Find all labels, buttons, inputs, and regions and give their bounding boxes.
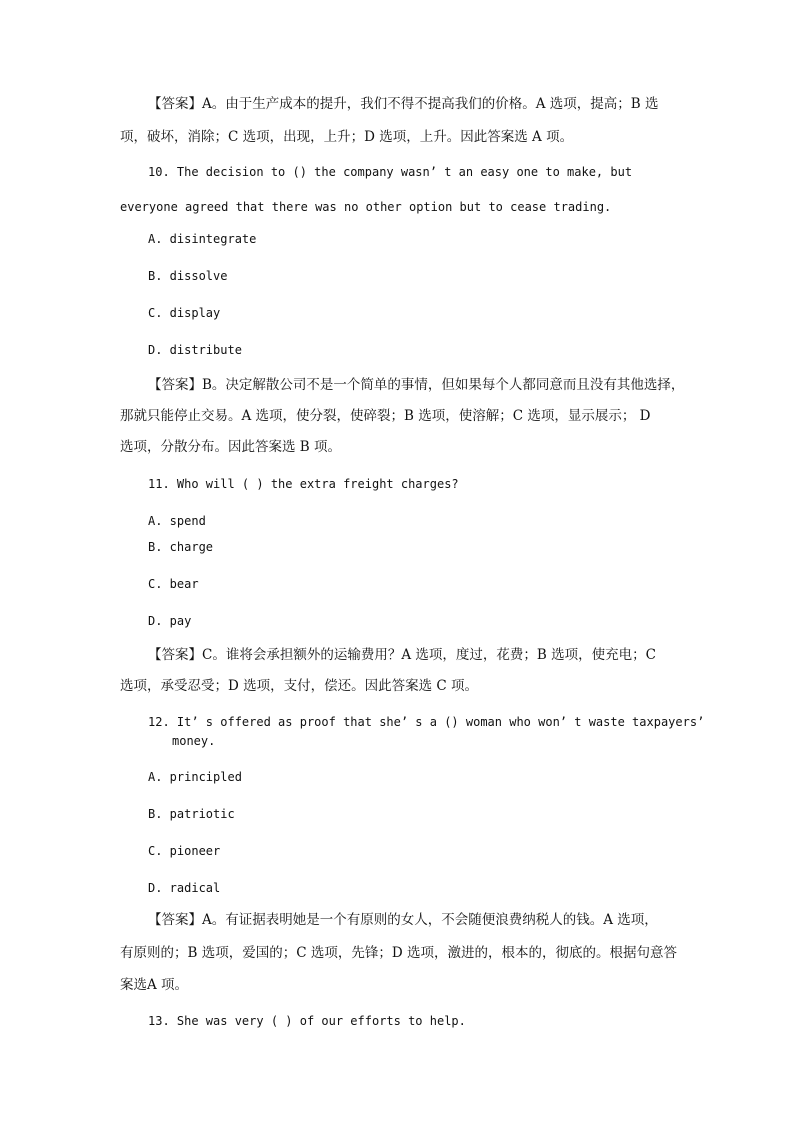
- question-12-line-2: money.: [172, 734, 216, 748]
- answer-10-line-3: 选项，分散分布。因此答案选 B 项。: [120, 439, 342, 455]
- answer-11-line-1: 【答案】C。谁将会承担额外的运输费用？A 选项，度过，花费；B 选项，使充电；C: [148, 647, 656, 663]
- q11-option-b: B. charge: [148, 540, 214, 554]
- q12-option-b: B. patriotic: [148, 807, 235, 821]
- answer-9-line-2: 项，破坏，消除；C 选项，出现，上升；D 选项，上升。因此答案选 A 项。: [120, 129, 574, 145]
- answer-12-line-3: 案选A 项。: [120, 977, 189, 993]
- q12-option-d: D. radical: [148, 881, 221, 895]
- question-10-line-1: 10. The decision to () the company wasn’ t an easy one to make, but: [148, 165, 633, 179]
- q12-option-a: A. principled: [148, 770, 242, 784]
- q10-option-c: C. display: [148, 306, 221, 320]
- q10-option-a: A. disintegrate: [148, 232, 257, 246]
- question-12-line-1: 12. It’ s offered as proof that she’ s a () woman who won’ t waste taxpayers’: [148, 715, 705, 729]
- q11-option-c: C. bear: [148, 577, 199, 591]
- answer-10-line-1: 【答案】B。决定解散公司不是一个简单的事情，但如果每个人都同意而且没有其他选择，: [148, 377, 685, 393]
- answer-12-line-2: 有原则的；B 选项，爱国的；C 选项，先锋；D 选项，激进的，根本的，彻底的。根据句意答: [120, 945, 677, 961]
- q10-option-d: D. distribute: [148, 343, 242, 357]
- q10-option-b: B. dissolve: [148, 269, 228, 283]
- answer-11-line-2: 选项，承受忍受；D 选项，支付，偿还。因此答案选 C 项。: [120, 678, 479, 694]
- question-11: 11. Who will ( ) the extra freight charges?: [148, 477, 459, 491]
- q12-option-c: C. pioneer: [148, 844, 221, 858]
- answer-10-line-2: 那就只能停止交易。A 选项，使分裂，使碎裂；B 选项，使溶解；C 选项，显示展示； D: [120, 408, 651, 424]
- answer-9-line-1: 【答案】A。由于生产成本的提升，我们不得不提高我们的价格。A 选项，提高；B 选: [148, 96, 659, 112]
- q11-option-a: A. spend: [148, 514, 206, 528]
- q11-option-d: D. pay: [148, 614, 192, 628]
- question-13: 13. She was very ( ) of our efforts to help.: [148, 1014, 466, 1028]
- question-10-line-2: everyone agreed that there was no other option but to cease trading.: [120, 200, 612, 214]
- answer-12-line-1: 【答案】A。有证据表明她是一个有原则的女人，不会随便浪费纳税人的钱。A 选项，: [148, 912, 658, 928]
